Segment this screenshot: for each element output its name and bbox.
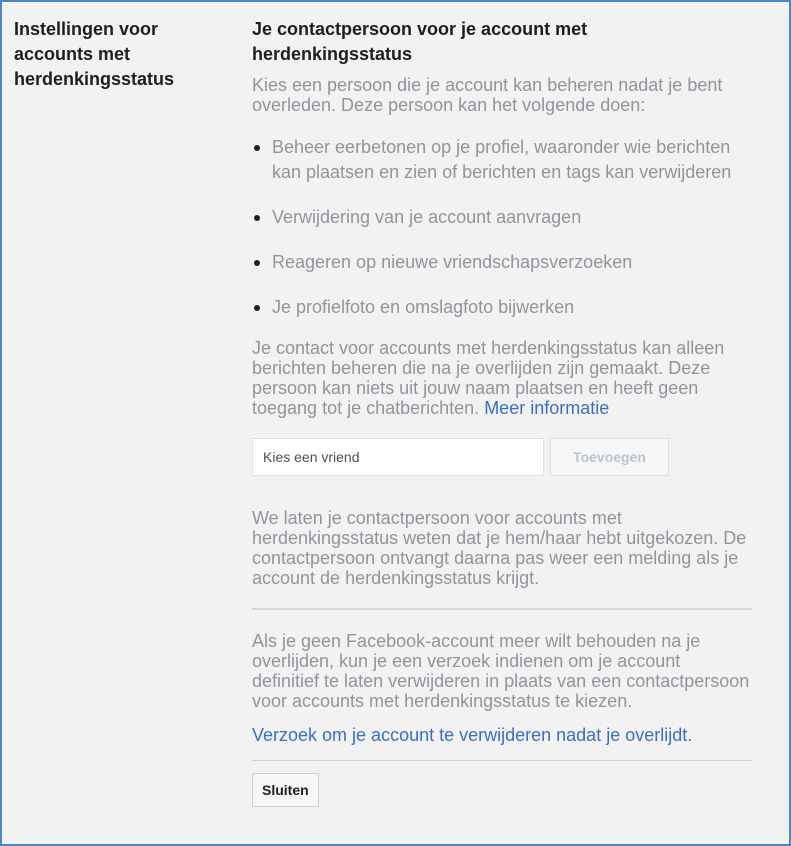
bullet-icon	[254, 260, 260, 266]
permission-text: Verwijdering van je account aanvragen	[272, 207, 582, 227]
list-item	[252, 250, 752, 275]
list-item	[252, 295, 752, 320]
delete-explanation: Als je geen Facebook-account meer wilt behouden na je overlijden, kun je een verzoek indienen om je account definitief te laten verwijderen in plaats van een contactpersoon voor accounts met herdenkingsstatus te kiezen.	[252, 631, 750, 711]
section-title: Instellingen voor accounts met herdenkingsstatus	[14, 19, 175, 89]
notify-text: We laten je contactpersoon voor accounts met herdenkingsstatus weten dat je hem/haar hebt uitgekozen. De contactpersoon ontvangt daarna pas weer een melding als je account de herdenkingsstatus krijgt.	[252, 508, 747, 588]
memorial-contact-section	[252, 17, 752, 807]
divider	[252, 760, 752, 761]
list-item	[252, 205, 752, 230]
permission-text: Je profielfoto en omslagfoto bijwerken	[272, 297, 575, 317]
divider	[252, 608, 752, 610]
delete-link-row	[252, 725, 752, 745]
bullet-icon	[254, 145, 260, 151]
add-button[interactable]: Toevoegen	[550, 438, 669, 476]
permission-text: Reageren op nieuwe vriendschapsverzoeken	[272, 252, 633, 272]
close-button[interactable]: Sluiten	[252, 773, 319, 807]
intro-text: Kies een persoon die je account kan beheren nadat je bent overleden. Deze persoon kan het volgende doen:	[252, 75, 723, 115]
section-heading: Je contactpersoon voor je account met herdenkingsstatus	[252, 19, 588, 64]
list-item	[252, 135, 752, 185]
limits-text	[252, 338, 752, 418]
limits-description: Je contact voor accounts met herdenkingsstatus kan alleen berichten beheren die na je overlijden zijn gemaakt. Deze persoon kan niets uit jouw naam plaatsen en heeft geen toegang tot je chatberichten.	[252, 338, 725, 418]
choose-friend-input[interactable]	[252, 438, 544, 476]
bullet-icon	[254, 305, 260, 311]
permission-text: Beheer eerbetonen op je profiel, waaronder wie berichten kan plaatsen en zien of berichten en tags kan verwijderen	[272, 137, 732, 182]
more-info-link[interactable]: Meer informatie	[484, 398, 610, 418]
delete-account-link[interactable]: Verzoek om je account te verwijderen nadat je overlijdt.	[252, 725, 693, 745]
add-contact-row	[252, 438, 752, 476]
permissions-list	[252, 135, 752, 320]
bullet-icon	[254, 215, 260, 221]
